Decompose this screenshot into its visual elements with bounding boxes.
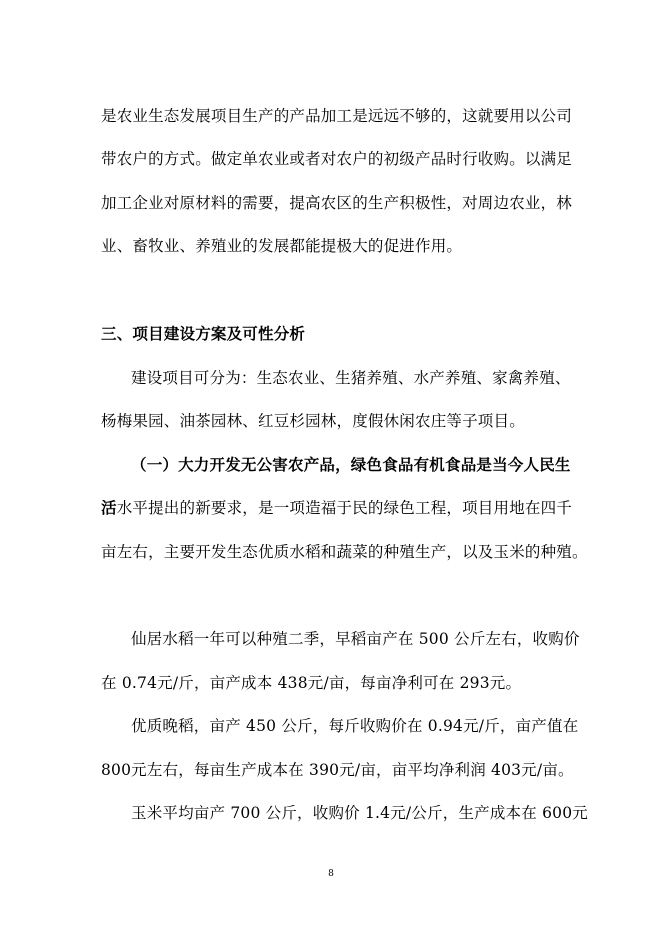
paragraph-5-line-1: 优质晚稻，亩产 450 公斤，每斤收购价在 0.94元/斤，亩产值在 <box>131 717 579 735</box>
paragraph-2-line-1: 建设项目可分为：生态农业、生猪养殖、水产养殖、家禽养殖、 <box>131 369 571 387</box>
paragraph-6-line-1: 玉米平均亩产 700 公斤，收购价 1.4元/公斤，生产成本在 600元 <box>131 804 588 822</box>
paragraph-3-line-2 <box>101 498 572 518</box>
paragraph-2-line-2: 杨梅果园、油茶园林、红豆杉园林，度假休闲农庄等子项目。 <box>101 412 525 430</box>
paragraph-3-bold-start: 活 <box>101 498 117 517</box>
paragraph-1-line-3: 加工企业对原材料的需要，提高农区的生产积极性，对周边农业，林 <box>101 194 573 212</box>
paragraph-4-line-1: 仙居水稻一年可以种殖二季，早稻亩产在 500 公斤左右，收购价 <box>131 630 580 648</box>
paragraph-1-line-1: 是农业生态发展项目生产的产品加工是远远不够的，这就要用以公司 <box>101 107 573 125</box>
paragraph-4-line-2: 在 0.74元/斤，亩产成本 438元/亩，每亩净利可在 293元。 <box>101 674 522 692</box>
paragraph-3-bold-line: （一）大力开发无公害农产品，绿色食品有机食品是当今人民生 <box>131 455 571 474</box>
paragraph-1-line-4: 业、畜牧业、养殖业的发展都能提极大的促进作用。 <box>101 237 463 255</box>
page-number: 8 <box>328 869 334 879</box>
paragraph-5-line-2: 800元左右，每亩生产成本在 390元/亩，亩平均净利润 403元/亩。 <box>101 761 574 779</box>
paragraph-1-line-2: 带农户的方式。做定单农业或者对农户的初级产品时行收购。以满足 <box>101 150 573 168</box>
paragraph-3-rest: 水平提出的新要求，是一项造福于民的绿色工程，项目用地在四千 <box>116 499 573 517</box>
paragraph-3-line-3: 亩左右，主要开发生态优质水稻和蔬菜的种殖生产，以及玉米的种殖。 <box>101 543 588 561</box>
section-heading: 三、项目建设方案及可性分析 <box>101 324 306 343</box>
